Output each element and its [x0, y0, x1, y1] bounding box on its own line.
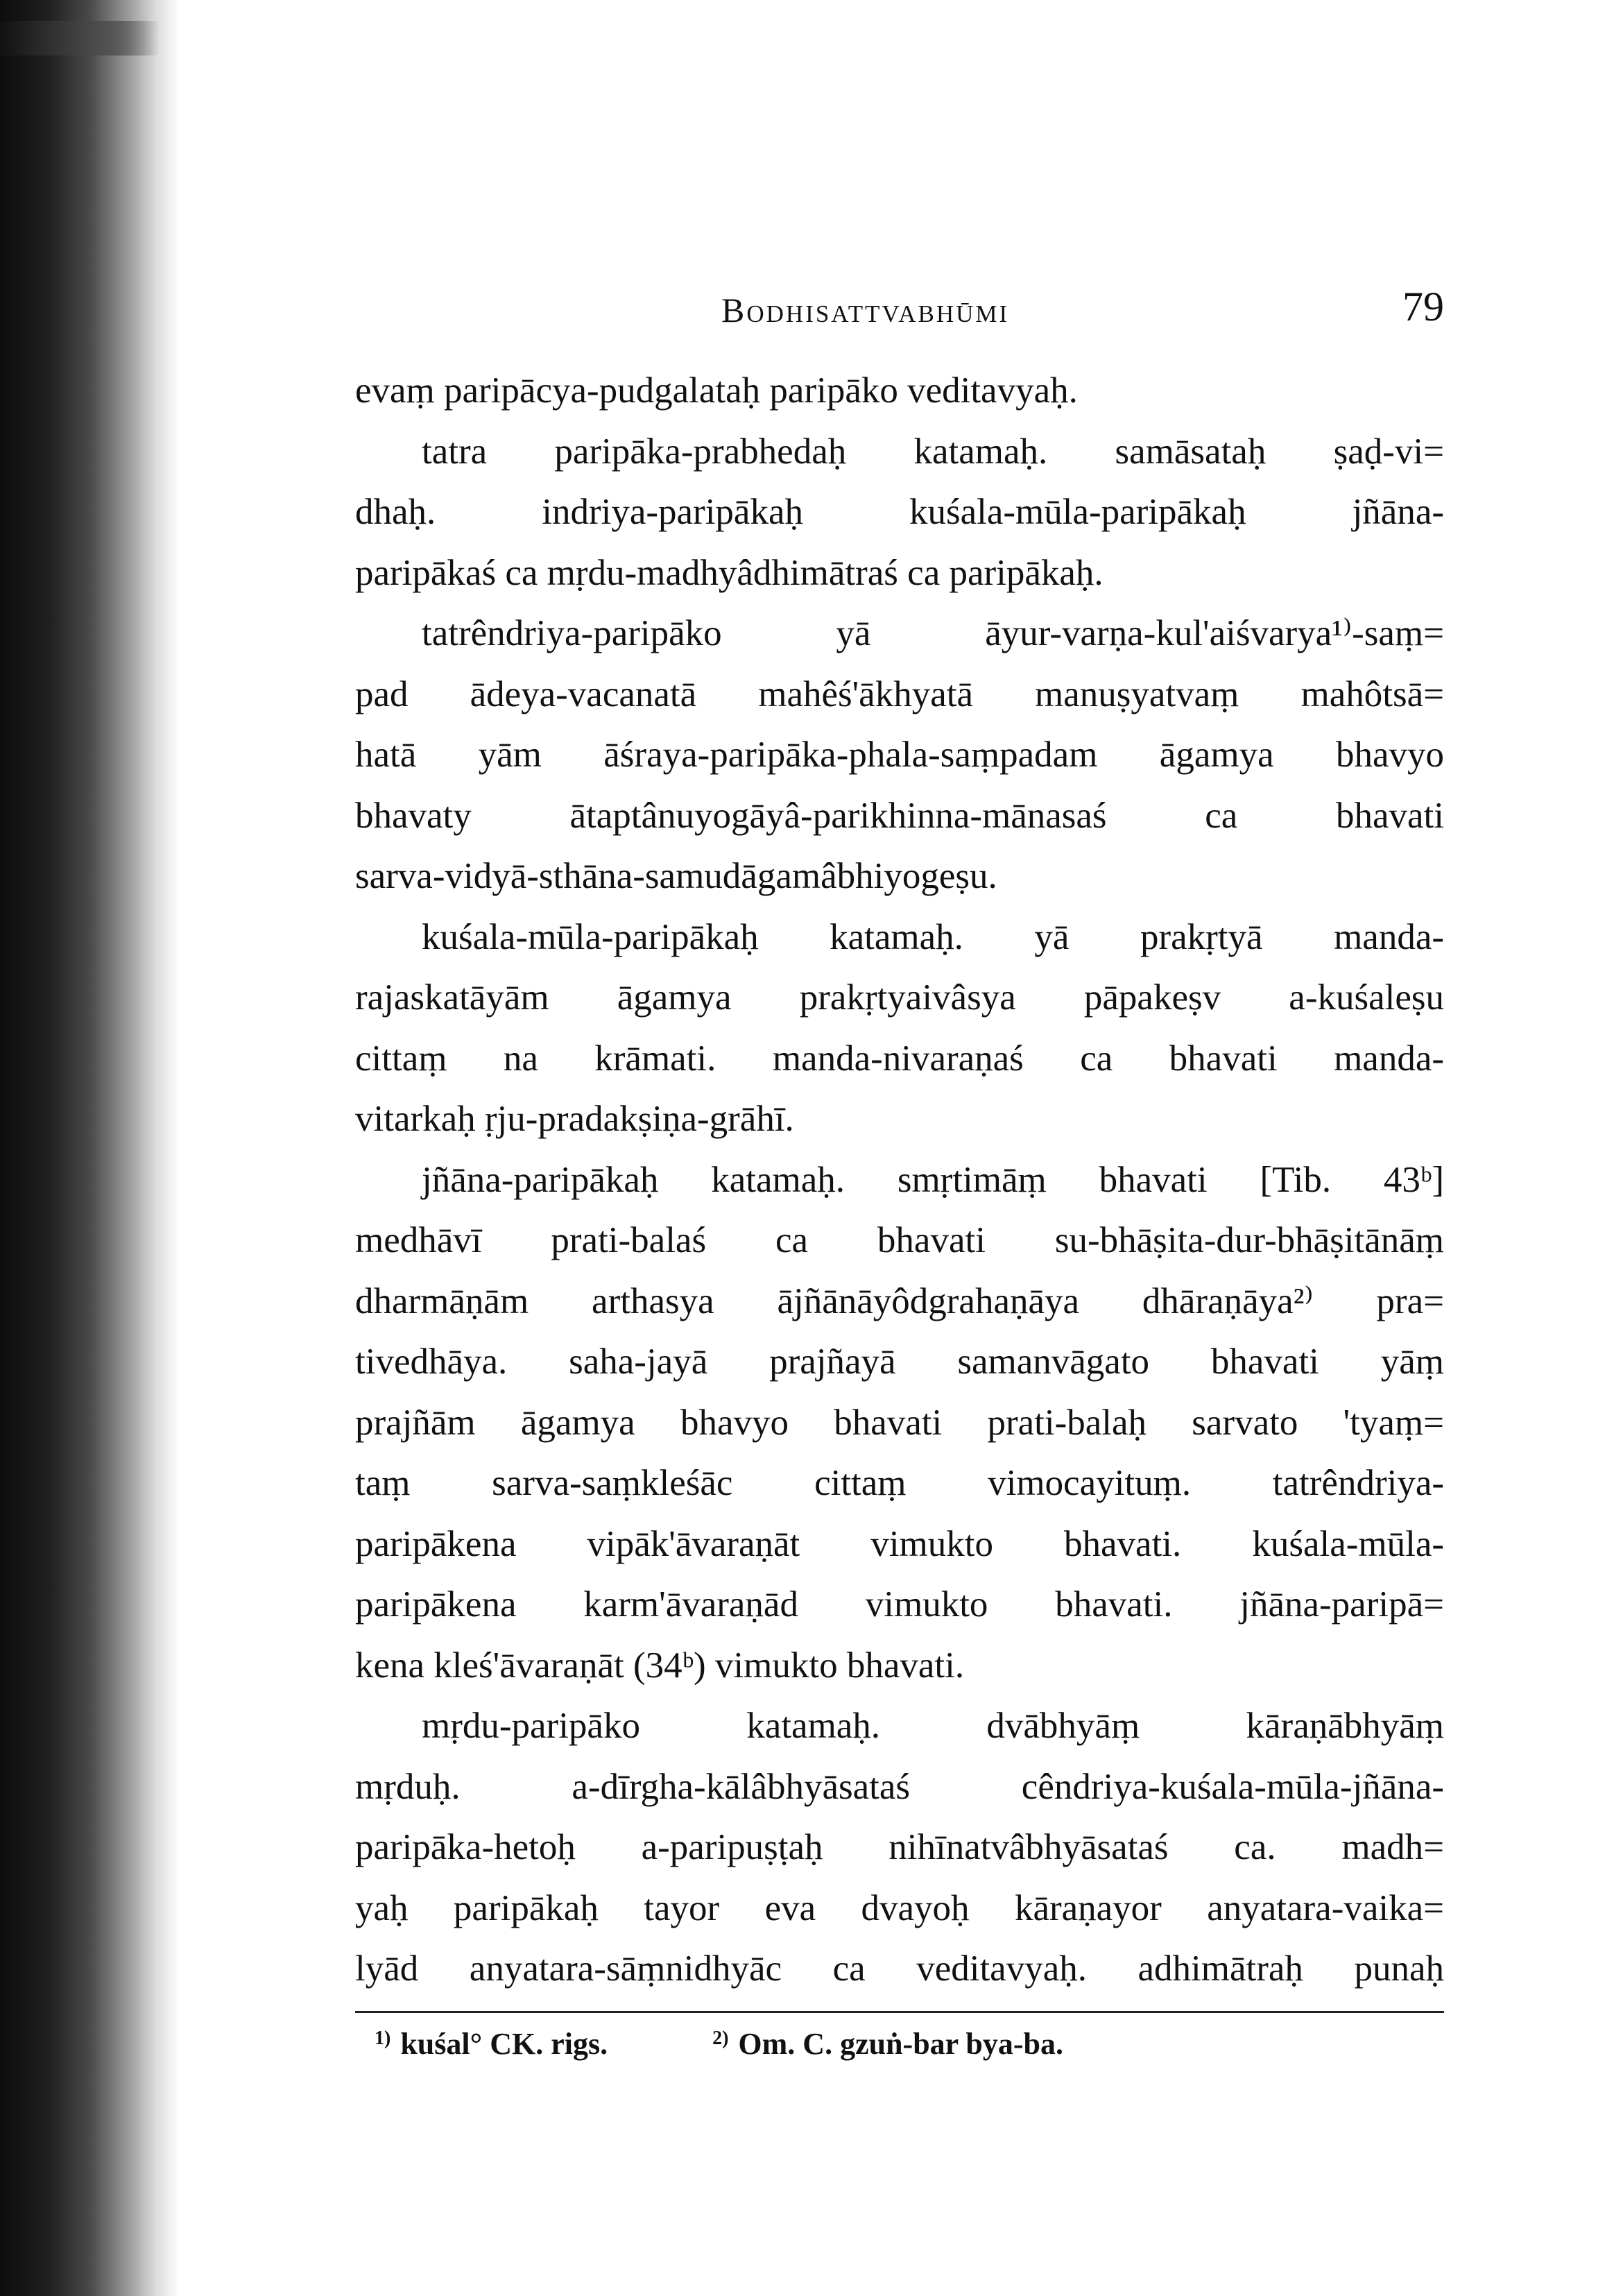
footnote-marker: 1)	[375, 2028, 391, 2049]
text-line: prajñām āgamya bhavyo bhavati prati-balaḥ sarvato 'tyaṃ=	[355, 1402, 1444, 1443]
footnote-text: kuśal° CK. rigs.	[400, 2027, 608, 2061]
main-text	[355, 361, 1444, 2000]
footnote-text: Om. C. gzuṅ-bar bya-ba.	[738, 2027, 1063, 2061]
running-head: Bodhisattvabhūmi	[721, 291, 1010, 329]
text-line: kena kleś'āvaraṇāt (34ᵇ) vimukto bhavati.	[355, 1645, 965, 1686]
text-line: dhaḥ. indriya-paripākaḥ kuśala-mūla-paripākaḥ jñāna-	[355, 492, 1444, 532]
text-line: sarva-vidyā-sthāna-samudāgamâbhiyogeṣu.	[355, 856, 997, 896]
text-line: cittaṃ na krāmati. manda-nivaraṇaś ca bhavati manda-	[355, 1038, 1444, 1079]
footnote-2	[712, 2026, 1063, 2062]
text-line: paripāka-hetoḥ a-paripuṣṭaḥ nihīnatvâbhyāsataś ca. madh=	[355, 1827, 1444, 1867]
text-line: mṛdu-paripāko katamaḥ. dvābhyāṃ kāraṇābhyāṃ	[422, 1706, 1444, 1746]
text-line: pad ādeya-vacanatā mahêś'ākhyatā manuṣyatvaṃ mahôtsā=	[355, 674, 1444, 714]
binding-gutter-shadow	[0, 0, 180, 2296]
page-number: 79	[1402, 284, 1444, 329]
text-line: bhavaty ātaptânuyogāyâ-parikhinna-mānasaś ca bhavati	[355, 795, 1444, 836]
text-line: jñāna-paripākaḥ katamaḥ. smṛtimāṃ bhavati [Tib. 43ᵇ]	[422, 1159, 1444, 1200]
text-line: vitarkaḥ ṛju-pradakṣiṇa-grāhī.	[355, 1099, 794, 1139]
footnote-1	[375, 2026, 608, 2062]
text-line: paripākena karm'āvaraṇād vimukto bhavati. jñāna-paripā=	[355, 1584, 1444, 1625]
text-line: tatrêndriya-paripāko yā āyur-varṇa-kul'aiśvarya¹⁾-saṃ=	[422, 613, 1444, 653]
text-line: tatra paripāka-prabhedaḥ katamaḥ. samāsataḥ ṣaḍ-vi=	[422, 431, 1444, 472]
text-line: kuśala-mūla-paripākaḥ katamaḥ. yā prakṛtyā manda-	[422, 916, 1444, 957]
text-line: lyād anyatara-sāṃnidhyāc ca veditavyaḥ. adhimātraḥ punaḥ	[355, 1948, 1444, 1989]
footnote-rule	[355, 2011, 1444, 2013]
text-line: taṃ sarva-saṃkleśāc cittaṃ vimocayituṃ. tatrêndriya-	[355, 1463, 1444, 1503]
text-line: yaḥ paripākaḥ tayor eva dvayoḥ kāraṇayor anyatara-vaika=	[355, 1887, 1444, 1928]
text-line: dharmāṇām arthasya ājñānāyôdgrahaṇāya dhāraṇāya²⁾ pra=	[355, 1280, 1444, 1321]
text-line: hatā yām āśraya-paripāka-phala-saṃpadam āgamya bhavyo	[355, 735, 1444, 775]
text-line: tivedhāya. saha-jayā prajñayā samanvāgato bhavati yāṃ	[355, 1342, 1444, 1382]
text-line: evaṃ paripācya-pudgalataḥ paripāko veditavyaḥ.	[355, 370, 1078, 411]
text-line: rajaskatāyām āgamya prakṛtyaivâsya pāpakeṣv a-kuśaleṣu	[355, 977, 1444, 1018]
text-line: mṛduḥ. a-dīrgha-kālâbhyāsataś cêndriya-kuśala-mūla-jñāna-	[355, 1766, 1444, 1807]
text-line: paripākena vipāk'āvaraṇāt vimukto bhavati. kuśala-mūla-	[355, 1523, 1444, 1564]
binding-top-edge	[0, 21, 160, 55]
text-line: paripākaś ca mṛdu-madhyâdhimātraś ca paripākaḥ.	[355, 552, 1104, 593]
footnotes	[375, 2026, 1415, 2062]
text-line: medhāvī prati-balaś ca bhavati su-bhāṣita-dur-bhāṣitānāṃ	[355, 1220, 1444, 1260]
footnote-marker: 2)	[712, 2028, 729, 2049]
